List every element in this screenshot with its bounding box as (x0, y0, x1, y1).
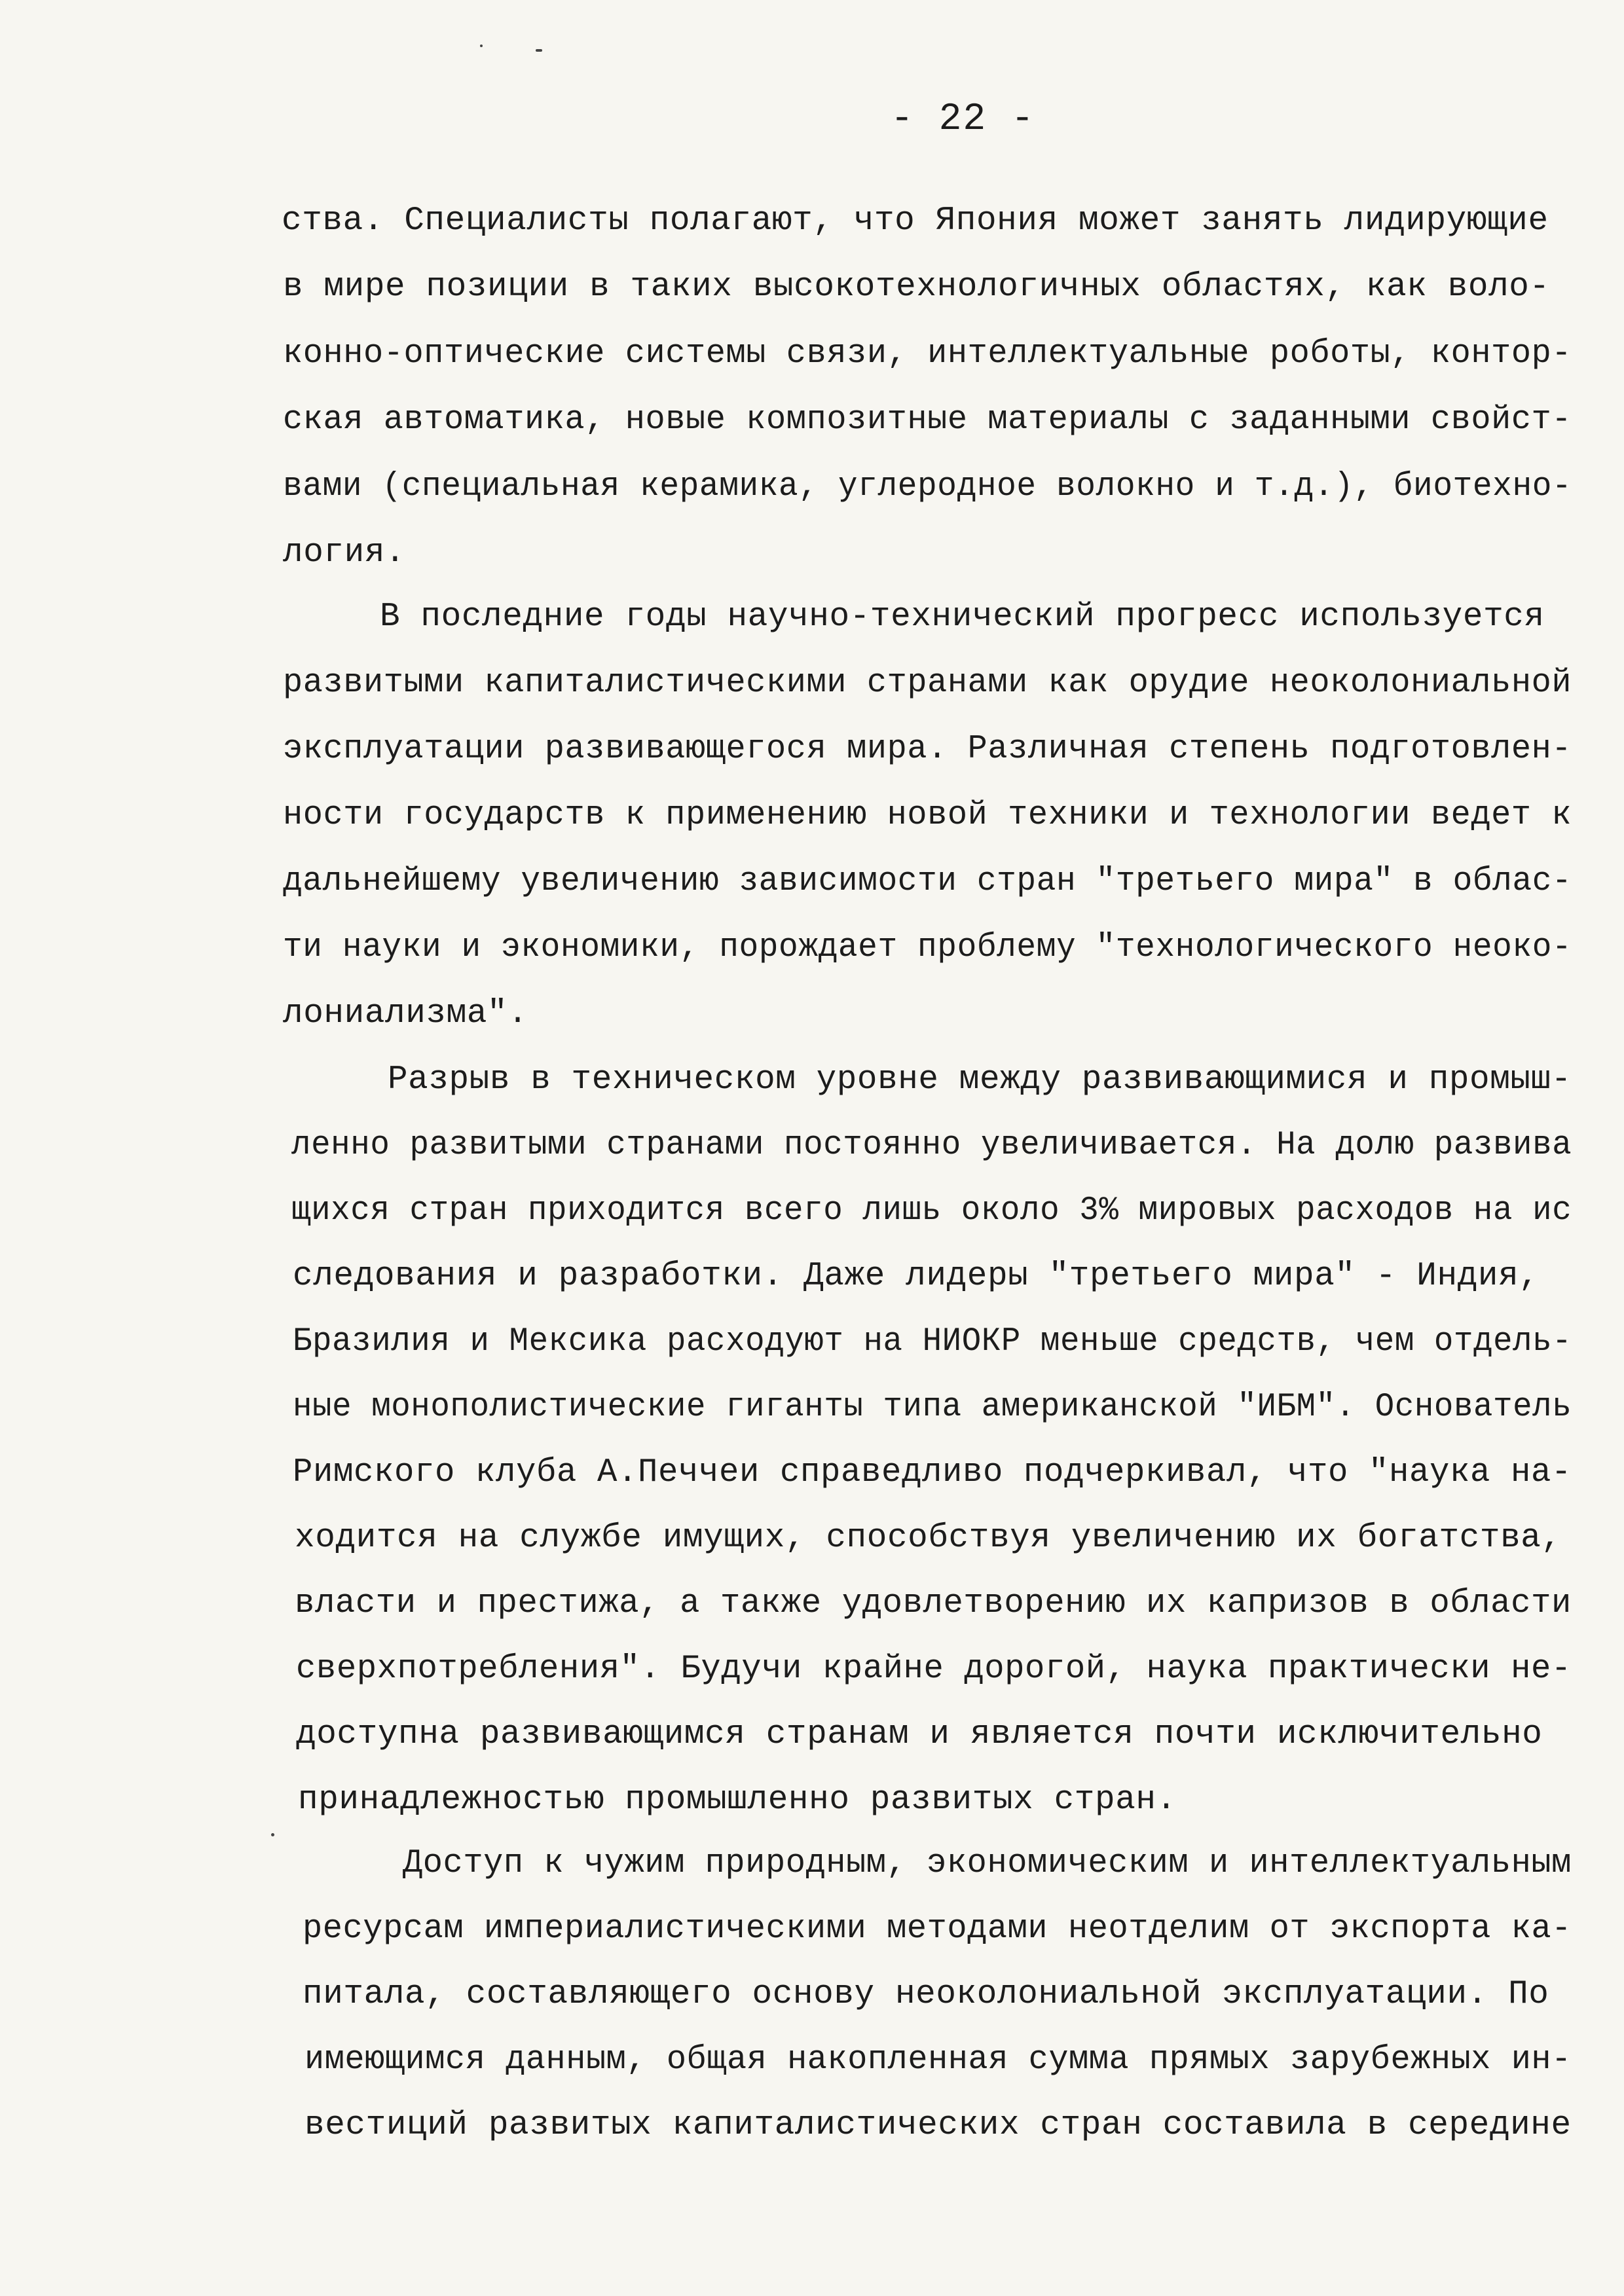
top-ink-mark (536, 49, 542, 52)
text-line-1: ства. Специалисты полагают, что Япония может занять лидирующие (282, 202, 1549, 240)
text-line-9: эксплуатации развивающегося мира. Различная степень подготовлен- (283, 731, 1572, 768)
text-line-11: дальнейшему увеличению зависимости стран "третьего мира" в облас- (283, 863, 1572, 900)
text-line-27: ресурсам империалистическими методами неотделим от экспорта ка- (303, 1910, 1572, 1948)
text-line-10: ности государств к применению новой техники и технологии ведет к (283, 797, 1572, 834)
text-line-8: развитыми капиталистическими странами как орудие неоколониальной (283, 665, 1572, 702)
text-line-15: ленно развитыми странами постоянно увеличивается. На долю развива (291, 1127, 1572, 1164)
text-line-3: конно-оптические системы связи, интеллектуальные роботы, контор- (283, 335, 1572, 373)
text-line-13: лониализма". (283, 995, 528, 1032)
text-line-16: щихся стран приходится всего лишь около 3% мировых расходов на ис (291, 1192, 1572, 1230)
text-line-19: ные монополистические гиганты типа американской "ИБМ". Основатель (293, 1389, 1572, 1426)
text-line-24: доступна развивающимся странам и является почти исключительно (296, 1716, 1543, 1753)
text-line-14: Разрыв в техническом уровне между развивающимися и промыш- (388, 1061, 1572, 1099)
text-line-18: Бразилия и Мексика расходуют на НИОКР меньше средств, чем отдель- (293, 1323, 1572, 1360)
text-line-28: питала, составляющего основу неоколониальной эксплуатации. По (303, 1976, 1549, 2013)
text-line-12: ти науки и экономики, порождает проблему "технологического неоко- (283, 929, 1572, 966)
text-line-20: Римского клуба А.Печчеи справедливо подчеркивал, что "наука на- (293, 1454, 1572, 1491)
text-line-26: Доступ к чужим природным, экономическим и интеллектуальным (403, 1845, 1572, 1882)
text-line-17: следования и разработки. Даже лидеры "третьего мира" - Индия, (293, 1258, 1540, 1295)
text-line-4: ская автоматика, новые композитные материалы с заданными свойст- (283, 401, 1572, 439)
page-number: - 22 - (891, 98, 1035, 141)
text-line-25: принадлежностью промышленно развитых стран. (298, 1781, 1177, 1819)
text-line-7: В последние годы научно-технический прогресс используется (380, 598, 1545, 636)
text-line-22: власти и престижа, а также удовлетворению их капризов в области (295, 1585, 1572, 1622)
text-line-29: имеющимся данным, общая накопленная сумма прямых зарубежных ин- (304, 2041, 1572, 2079)
text-line-21: ходится на службе имущих, способствуя увеличению их богатства, (295, 1520, 1562, 1557)
text-line-2: в мире позиции в таких высокотехнологичных областях, как воло- (283, 268, 1550, 306)
text-line-30: вестиций развитых капиталистических стран составила в середине (304, 2107, 1572, 2144)
text-line-6: логия. (283, 534, 406, 572)
margin-ink-dot (271, 1833, 274, 1836)
top-ink-dot (480, 45, 483, 47)
text-line-23: сверхпотребления". Будучи крайне дорогой, наука практически не- (296, 1650, 1572, 1688)
text-line-5: вами (специальная керамика, углеродное волокно и т.д.), биотехно- (283, 468, 1572, 505)
